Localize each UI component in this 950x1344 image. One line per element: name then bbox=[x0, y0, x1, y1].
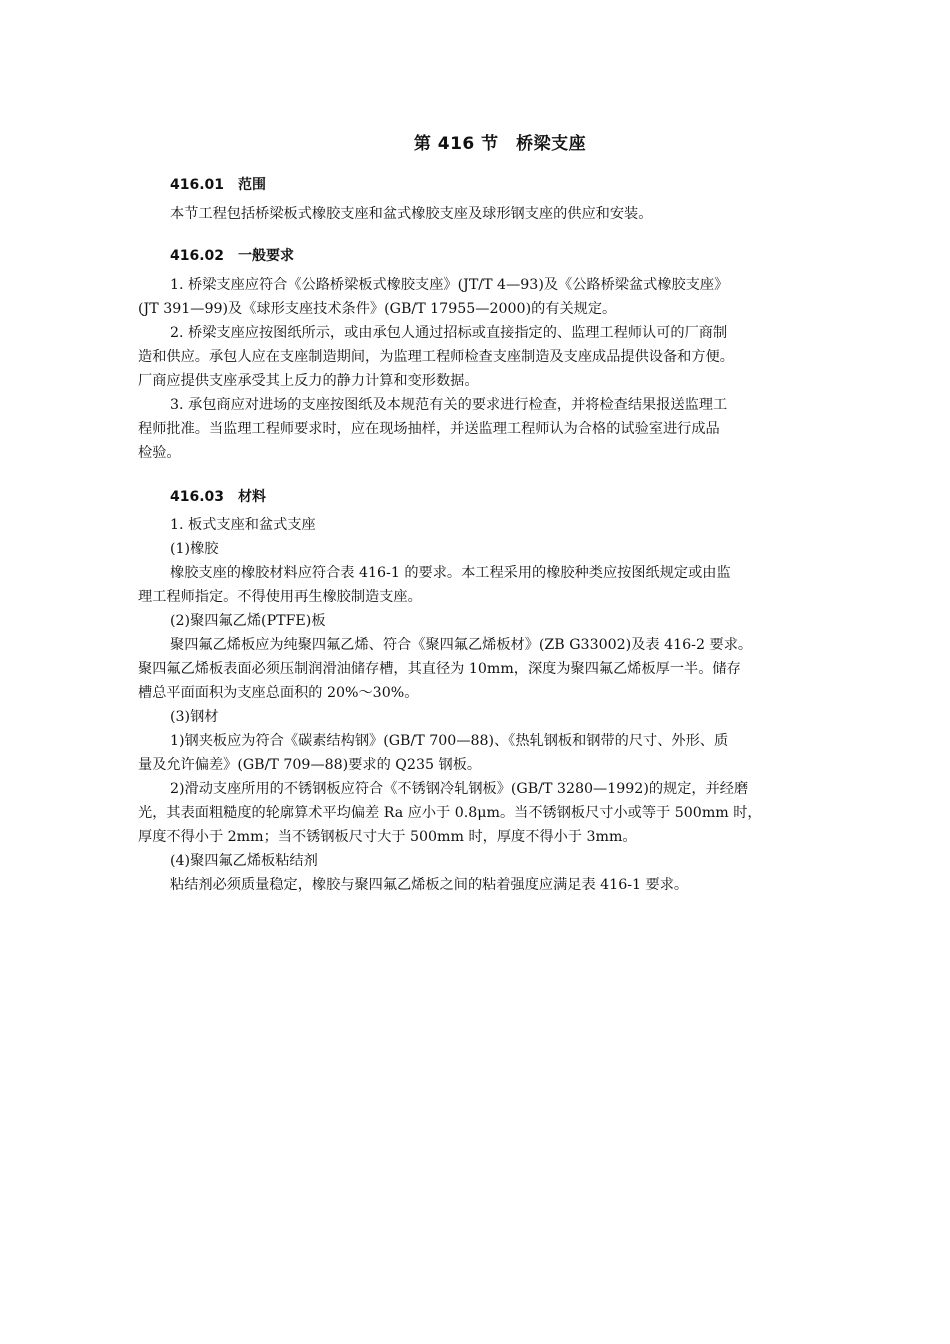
paragraph-line: 3. 承包商应对进场的支座按图纸及本规范有关的要求进行检查，并将检查结果报送监理工 bbox=[170, 397, 728, 413]
paragraph-line: 本节工程包括桥梁板式橡胶支座和盆式橡胶支座及球形钢支座的供应和安装。 bbox=[170, 206, 653, 222]
paragraph-line: 检验。 bbox=[138, 445, 181, 461]
paragraph-line: 造和供应。承包人应在支座制造期间，为监理工程师检查支座制造及支座成品提供设备和方便。 bbox=[138, 349, 734, 365]
paragraph-line: 1)钢夹板应为符合《碳素结构钢》(GB/T 700—88)、《热轧钢板和钢带的尺寸、外形、质 bbox=[170, 733, 729, 749]
heading-416-03: 416.03 材料 bbox=[170, 489, 267, 505]
section-title: 第 416 节 桥梁支座 bbox=[413, 134, 587, 154]
paragraph-line: 2. 桥梁支座应按图纸所示，或由承包人通过招标或直接指定的、监理工程师认可的厂商制 bbox=[170, 325, 728, 341]
paragraph-line: 厂商应提供支座承受其上反力的静力计算和变形数据。 bbox=[138, 373, 479, 389]
paragraph-line: 槽总平面面积为支座总面积的 20%～30%。 bbox=[138, 685, 419, 701]
heading-416-01: 416.01 范围 bbox=[170, 177, 267, 193]
paragraph-line: 橡胶支座的橡胶材料应符合表 416-1 的要求。本工程采用的橡胶种类应按图纸规定或由监 bbox=[170, 565, 731, 581]
heading-416-02: 416.02 一般要求 bbox=[170, 248, 295, 264]
paragraph-line: 理工程师指定。不得使用再生橡胶制造支座。 bbox=[138, 589, 422, 605]
paragraph-line: (1)橡胶 bbox=[170, 541, 219, 557]
paragraph-line: (JT 391—99)及《球形支座技术条件》(GB/T 17955—2000)的有关规定。 bbox=[138, 301, 617, 317]
paragraph-line: 量及允许偏差》(GB/T 709—88)要求的 Q235 钢板。 bbox=[138, 757, 482, 773]
paragraph-line: 聚四氟乙烯板应为纯聚四氟乙烯、符合《聚四氟乙烯板材》(ZB G33002)及表 416-2 要求。 bbox=[170, 637, 753, 653]
paragraph-line: 1. 板式支座和盆式支座 bbox=[170, 517, 316, 533]
paragraph-line: 粘结剂必须质量稳定，橡胶与聚四氟乙烯板之间的粘着强度应满足表 416-1 要求。 bbox=[170, 877, 689, 893]
paragraph-line: 聚四氟乙烯板表面必须压制润滑油储存槽，其直径为 10mm，深度为聚四氟乙烯板厚一半。储存 bbox=[138, 661, 741, 677]
paragraph-line: 2)滑动支座所用的不锈钢板应符合《不锈钢冷轧钢板》(GB/T 3280—1992)的规定，并经磨 bbox=[170, 781, 749, 797]
paragraph-line: 光，其表面粗糙度的轮廓算术平均偏差 Ra 应小于 0.8μm。当不锈钢板尺寸小或等于 500mm 时， bbox=[138, 805, 762, 821]
paragraph-line: 厚度不得小于 2mm；当不锈钢板尺寸大于 500mm 时，厚度不得小于 3mm。 bbox=[138, 829, 637, 845]
paragraph-line: 程师批准。当监理工程师要求时，应在现场抽样，并送监理工程师认为合格的试验室进行成品 bbox=[138, 421, 720, 437]
paragraph-line: (4)聚四氟乙烯板粘结剂 bbox=[170, 853, 318, 869]
paragraph-line: 1. 桥梁支座应符合《公路桥梁板式橡胶支座》(JT/T 4—93)及《公路桥梁盆式橡胶支座》 bbox=[170, 277, 729, 293]
paragraph-line: (2)聚四氟乙烯(PTFE)板 bbox=[170, 613, 326, 629]
paragraph-line: (3)钢材 bbox=[170, 709, 219, 725]
